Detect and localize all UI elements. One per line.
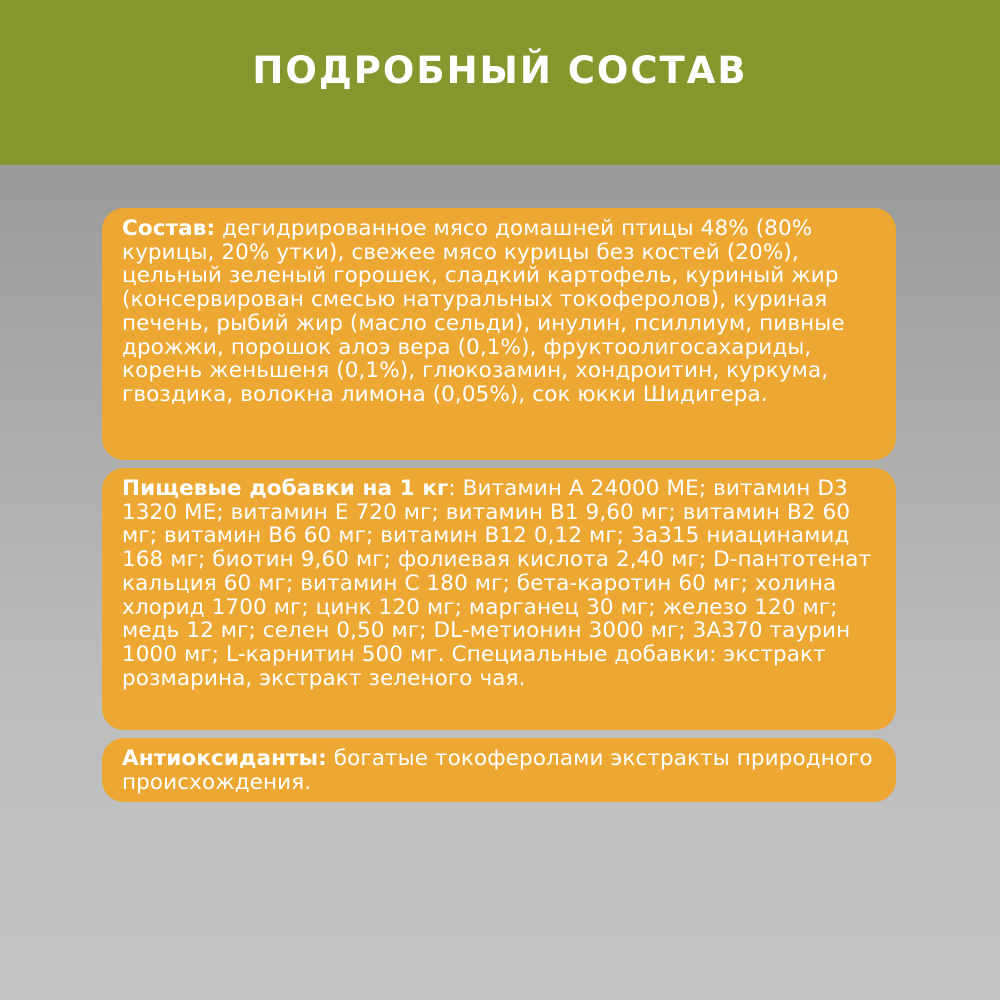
additives-body: : Витамин А 24000 МЕ; витамин D3 1320 МЕ; витамин Е 720 мг; витамин В1 9,60 мг; витамин В2 60 мг; витамин В6 60 мг; витамин В12 0,12 мг; 3а315 ниацинамид 168 мг; биотин 9,60 мг; фолиевая кислота 2,40 мг; D-пантотенат кальция 60 мг; витамин С 180 мг; бета-каротин 60 мг; холина хлорид 1700 мг; цинк 120 мг; марганец 30 мг; железо 120 мг; медь 12 мг; селен 0,50 мг; DL-метионин 3000 мг; 3А370 таурин 1000 мг; L-карнитин 500 мг. Специальные добавки: экстракт розмарина, экстракт зеленого чая. [122,476,872,691]
additives-label: Пищевые добавки на 1 кг [122,476,449,501]
composition-card [102,208,896,460]
page-title: ПОДРОБНЫЙ СОСТАВ [252,49,748,92]
additives-text [122,477,876,690]
composition-body: дегидрированное мясо домашней птицы 48% (80% курицы, 20% утки), свежее мясо курицы без костей (20%), цельный зеленый горошек, сладкий картофель, куриный жир (консервирован смесью натуральных токоферолов), куриная печень, рыбий жир (масло сельди), инулин, псиллиум, пивные дрожжи, порошок алоэ вера (0,1%), фруктоолигосахариды, корень женьшеня (0,1%), глюкозамин, хондроитин, куркума, гвоздика, волокна лимона (0,05%), сок юкки Шидигера. [122,216,845,407]
antioxidants-body: богатые токоферолами экстракты природного происхождения. [122,746,873,795]
antioxidants-label: Антиоксиданты: [122,746,327,771]
antioxidants-card [102,738,896,802]
antioxidants-text [122,747,876,794]
composition-text [122,217,876,407]
additives-card [102,468,896,730]
header-banner [0,0,1000,165]
composition-label: Состав: [122,216,216,241]
